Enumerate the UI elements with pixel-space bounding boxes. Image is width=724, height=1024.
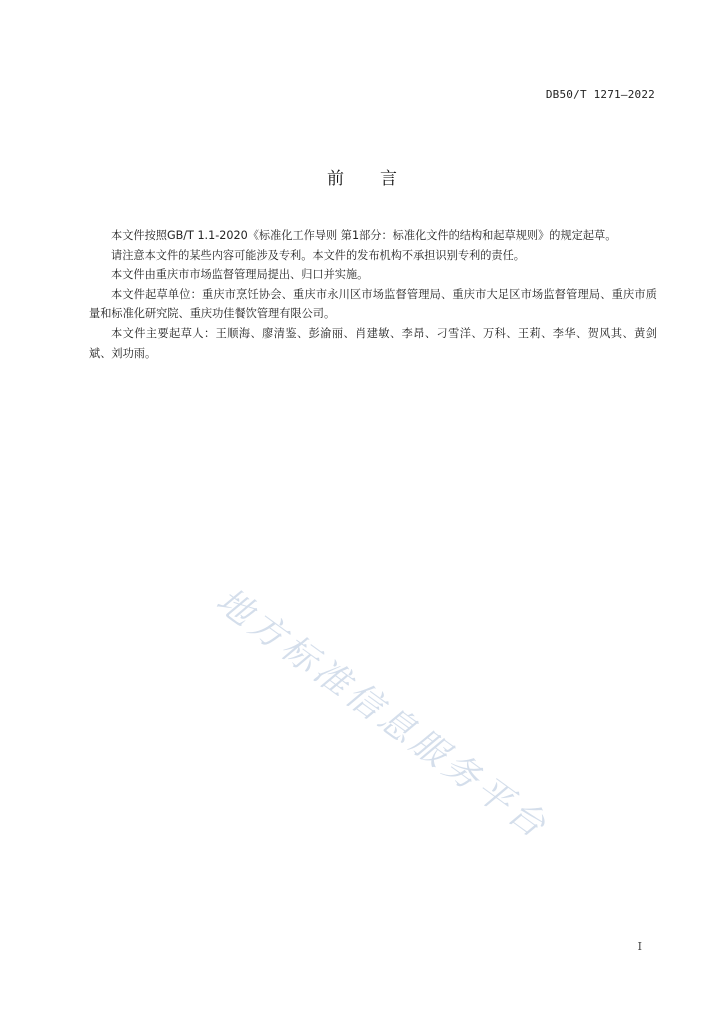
foreword-body [89,226,657,363]
document-code: DB50/T 1271—2022 [545,88,655,101]
paragraph-drafters: 本文件主要起草人：王顺海、廖清鉴、彭渝丽、肖建敏、李昂、刁雪洋、万科、王莉、李华、贺风其、黄剑斌、刘功雨。 [89,326,657,360]
section-title [0,164,724,189]
paragraph-proposer: 本文件由重庆市市场监督管理局提出、归口并实施。 [111,268,369,282]
paragraph-drafting-units: 本文件起草单位：重庆市烹饪协会、重庆市永川区市场监督管理局、重庆市大足区市场监督管理局、重庆市质量和标准化研究院、重庆功佳餐饮管理有限公司。 [89,287,657,321]
paragraph-standard-basis: 本文件按照GB/T 1.1-2020《标准化工作导则 第1部分：标准化文件的结构和起草规则》的规定起草。 [111,229,617,242]
paragraph-patent-notice: 请注意本文件的某些内容可能涉及专利。本文件的发布机构不承担识别专利的责任。 [111,248,525,262]
title-char-2: 言 [380,169,397,189]
watermark: 地方标准信息服务平台 [208,580,556,849]
title-char-1: 前 [327,169,344,189]
page-number: I [637,940,642,953]
